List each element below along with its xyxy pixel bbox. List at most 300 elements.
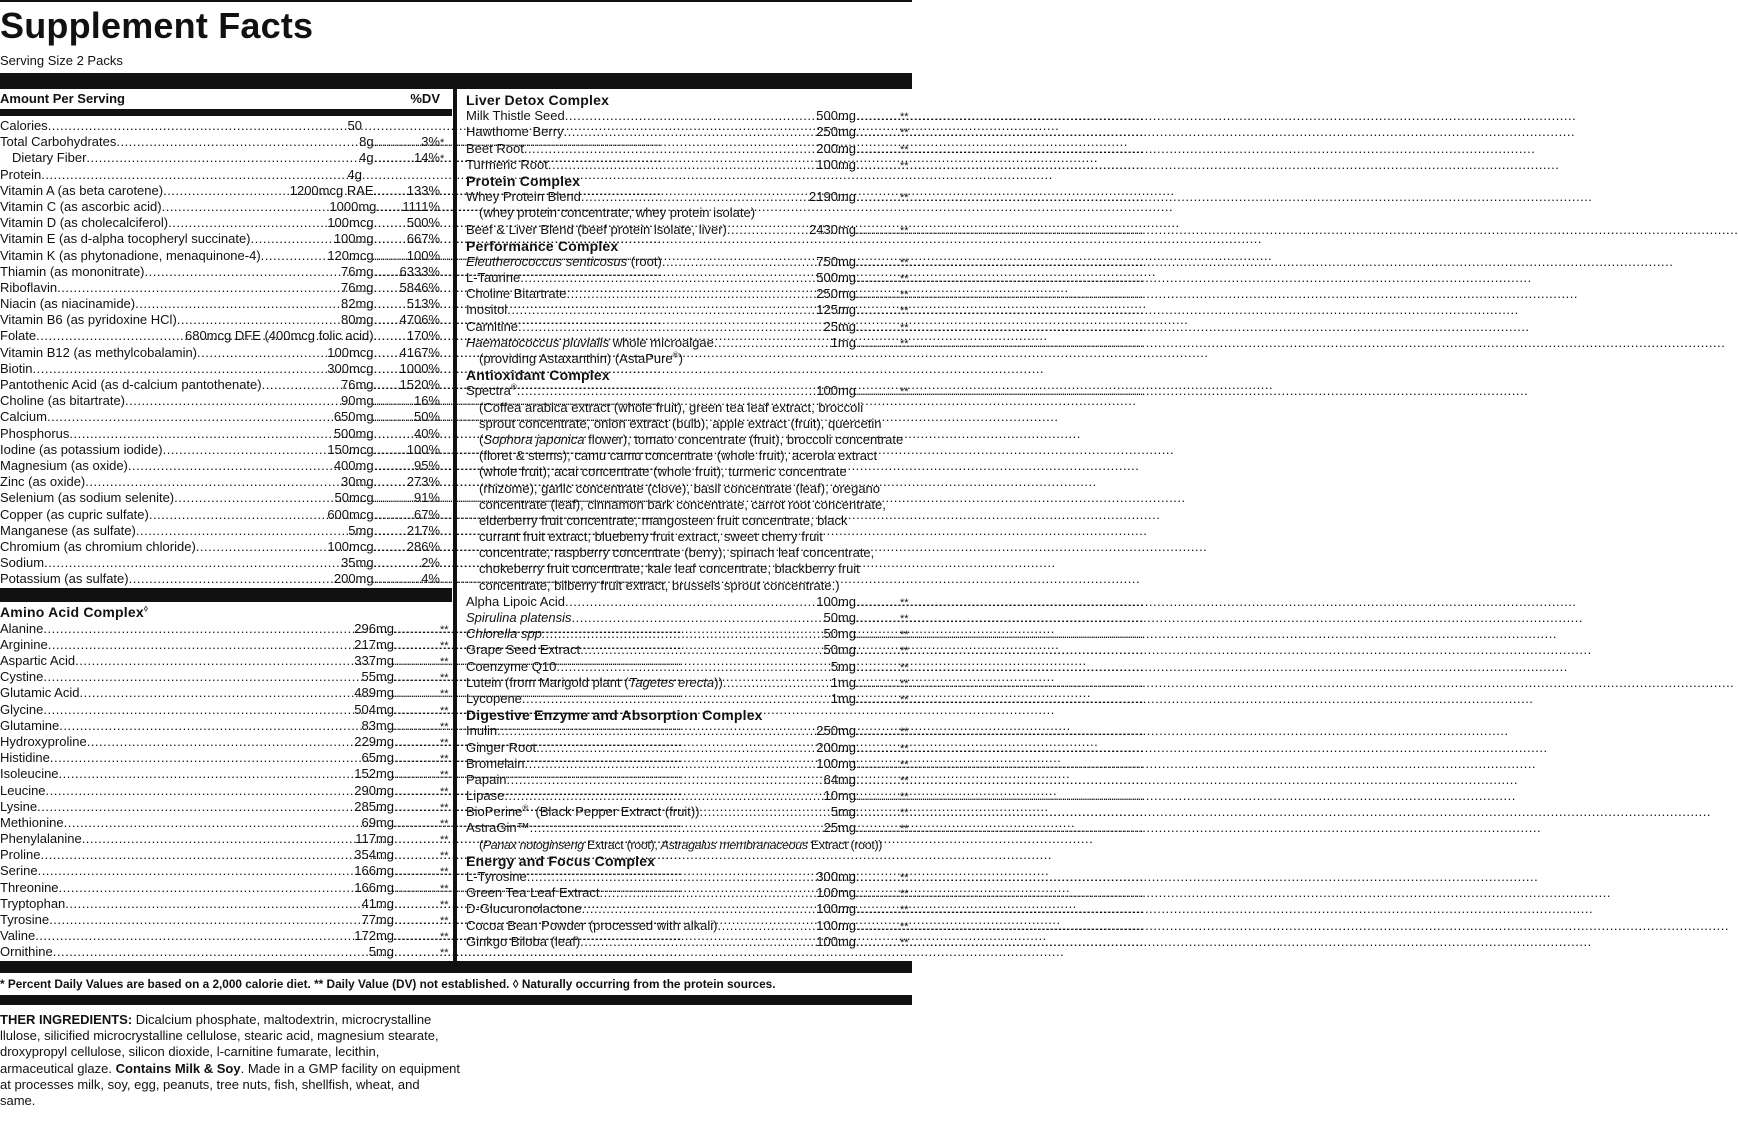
nutrient-row [0,118,452,134]
list-item: Whey Protein Blend ..... 2190mg ..... ** [466,189,912,205]
list-item [466,319,912,335]
item-name: Dietary Fiber [12,150,87,166]
list-item [466,756,912,772]
item-amount: 8g [359,134,374,150]
other-line-6: same. [0,1093,36,1109]
item-name: Proline [0,847,41,863]
item-dv: 4167% [399,344,440,360]
item-dv: ** [440,736,449,749]
item-name: Total Carbohydrates [0,134,117,150]
item-amount: 650mg [333,409,374,425]
digestive-list [466,723,912,804]
item-dv: ** [900,629,909,642]
nutrient-row [0,345,452,361]
item-amount: 337mg [354,653,394,668]
item-name: Aspartic Acid [0,653,76,668]
spectra-line: (floret & stems), camu camu concentrate (whole fruit), acerola extract [479,448,878,464]
item-amount: 5mg [830,658,856,674]
item-amount: 152mg [354,766,394,782]
item-dv: 95% [413,457,440,473]
amount-per-serving-label: Amount Per Serving [0,91,125,106]
item-dv: 4% [421,571,440,587]
list-item [466,108,912,124]
spectra-line: currant fruit extract, blueberry fruit extract, sweet cherry fruit [479,529,823,545]
item-dv: 3% [421,134,440,150]
nutrient-row [0,361,452,377]
footnote-block [0,961,912,1005]
item-name: Hawthorne Berry [466,124,564,140]
item-name: Folate [0,328,37,344]
item-dv: 91% [413,490,440,506]
nutrient-row [0,507,452,523]
item-amount: 125mg [816,302,856,318]
other-line-5: at processes milk, soy, egg, peanuts, tree nuts, fish, shellfish, wheat, and [0,1076,420,1092]
item-dv: 16% [413,393,440,409]
astapure-continuation: (providing Astaxanthin) (AstaPure®) [479,350,683,366]
item-dv: ** [440,947,449,960]
digestive-section-title: Digestive Enzyme and Absorption Complex [466,707,763,724]
nutrient-row [0,409,452,425]
item-name: Tyrosine [0,912,50,927]
item-dv: ** [440,915,449,927]
spectra-line: concentrate, raspberry concentrate (berry), spinach leaf concentrate, [479,545,875,561]
item-dv: 1000% [399,360,440,376]
item-dv: ** [440,801,449,814]
amino-row [0,653,452,669]
amino-row [0,799,452,815]
item-amount: 55mg [361,669,394,685]
item-dv: 667% [406,231,440,247]
item-amount: 4g [359,150,374,166]
item-dv: ** [900,159,909,172]
item-name: Protein [0,166,42,182]
item-amount: 229mg [354,733,394,749]
other-line-4: armaceutical glaze. Contains Milk & Soy. Made in a GMP facility on equipment [0,1060,461,1076]
item-dv: 50% [413,409,440,425]
item-amount: 50mg [823,642,856,658]
item-amount: 80mg [340,312,374,328]
item-amount: 82mg [341,296,374,312]
item-dv: ** [440,817,449,830]
list-item [466,594,912,610]
item-amount: 296mg [354,620,394,636]
footnote-bottom-bar [0,995,912,1005]
item-name: Riboflavin [0,279,58,295]
item-amount: 300mg [816,869,856,884]
item-amount: 50mcg [334,490,374,506]
protein-section-title: Protein Complex [466,172,581,189]
nutrient-row [0,167,452,183]
item-dv: ** [900,726,909,739]
list-item [466,772,912,788]
list-item [466,302,912,318]
item-name: Biotin [0,360,33,376]
nutrient-row [0,183,452,199]
item-amount: 100mcg [327,215,374,231]
amino-row [0,750,452,766]
item-amount: 504mg [354,701,394,717]
spectra-line: sprout concentrate, onion extract (bulb), apple extract (fruit), quercetin [479,415,882,431]
item-name: Ginger Root [466,739,537,755]
item-name: Tryptophan [0,895,66,911]
item-name: Spirulina platensis [466,610,572,625]
item-name: D-Glucuronolactone [466,901,582,917]
spectra-line: (Sophora japonica flower), tomato concentrate (fruit), broccoli concentrate [479,431,904,447]
item-name: Ornithine [0,944,53,960]
item-name: Calories [0,118,48,133]
item-amount: 100mcg [327,344,374,360]
item-dv: 170% [406,328,440,344]
antioxidant-list [466,594,912,675]
item-name: L-Tyrosine [466,869,527,884]
nutrient-row [0,555,452,571]
item-dv: ** [900,661,909,674]
item-dv: 100% [406,247,440,263]
list-item [466,286,912,302]
amino-row [0,669,452,685]
list-item [466,869,912,885]
item-amount: 50mg [823,610,856,625]
item-amount: 200mg [333,571,374,587]
item-name: Zinc (as oxide) [0,474,86,490]
item-amount: 100mg [816,156,856,172]
item-dv: ** [900,920,909,933]
item-dv: ** [900,791,909,804]
item-name: Ginkgo Biloba (leaf) [466,933,581,949]
item-name: Choline (as bitartrate) [0,393,125,409]
item-dv: ** [900,742,909,755]
item-name: Hydroxyproline [0,733,87,749]
item-name: Methionine [0,814,64,830]
list-item [466,934,912,950]
spectra-line: elderberry fruit concentrate, mangosteen fruit concentrate, black [479,512,848,528]
item-name: Inulin [466,723,498,739]
item-dv: ** [440,672,449,685]
item-name: Chromium (as chromium chloride) [0,538,196,554]
list-item: Lycopene ..... 1mg ..... ** [466,691,912,707]
item-dv: 217% [406,522,440,538]
list-item [466,141,912,157]
item-dv: ** [440,753,449,766]
item-amount: 250mg [816,723,856,739]
item-name: Cocoa Bean Powder (processed with alkali) [466,917,718,933]
list-item [466,740,912,756]
nutrient-row [0,393,452,409]
item-dv: ** [440,785,449,798]
item-name: Beet Root [466,140,524,156]
item-dv: 500% [406,215,440,231]
item-amount: 200mg [816,140,856,156]
item-amount: 90mg [341,393,374,409]
item-amount: 25mg [823,318,856,334]
amino-row [0,896,452,912]
item-dv: ** [900,111,909,124]
item-amount: 150mcg [327,441,374,457]
item-dv: ** [900,936,909,949]
item-dv: 5846% [399,279,440,295]
left-column [0,92,452,961]
item-amount: 65mg [361,750,394,766]
list-item: Beef & Liver Blend (beef protein isolate, liver) ..... 2430mg ..... ** [466,222,912,238]
nutrient-row [0,426,452,442]
item-name: Alpha Lipoic Acid [466,593,566,609]
nutrient-row [0,264,452,280]
list-item: Spectra® ..... 100mg ..... ** [466,383,912,399]
item-dv: 1520% [399,377,440,392]
item-dv-symbol: * [440,153,445,166]
item-name: Niacin (as niacinamide) [0,296,136,312]
item-name: Copper (as cupric sulfate) [0,506,149,522]
item-amount: 69mg [361,814,394,830]
item-dv: 4706% [399,312,440,328]
item-name: Lysine [0,798,38,814]
list-item [466,157,912,173]
item-dv: ** [900,596,909,609]
item-name: Chlorella spp. [466,626,546,642]
amino-separator [0,588,452,602]
serving-size: Serving Size 2 Packs [0,53,123,68]
item-amount: 1200mcg RAE [289,182,374,198]
item-amount: 217mg [354,636,394,652]
top-border [0,0,912,2]
amino-row [0,831,452,847]
item-amount: 1000mg [329,198,377,214]
amino-row [0,734,452,750]
other-line-3: droxypropyl cellulose, silicon dioxide, l-carnitine fumarate, lecithin, [0,1044,380,1060]
amino-row [0,912,452,928]
item-dv: ** [900,273,909,286]
liver-list [466,108,912,173]
antioxidant-section-title: Antioxidant Complex [466,367,610,384]
item-dv: ** [440,866,449,879]
list-item: Lutein (from Marigold plant (Tagetes erecta)) ..... 1mg ..... ** [466,675,912,691]
item-amount: 35mg [341,555,374,571]
item-amount: 120mcg [327,247,374,263]
item-name: Pantothenic Acid (as d-calcium pantothenate) [0,377,262,392]
nutrient-row [0,248,452,264]
amino-row [0,766,452,782]
item-dv: ** [900,645,909,658]
nutrient-row [0,523,452,539]
item-amount: 50mg [823,626,856,642]
item-dv: 6333% [399,263,440,279]
spectra-line: concentrate, bilberry fruit extract, brussels sprout concentrate.) [479,577,840,593]
item-dv: ** [900,321,909,334]
item-name: Inositol [466,302,508,318]
item-amount: 100mg [816,755,856,771]
list-item: Haematococcus pluvialis whole microalgae ..... 1mg ..... ** [466,335,912,351]
list-item: AstraGin™ ..... 25mg ..... ** [466,820,912,836]
item-dv: 1111% [402,198,440,214]
performance-list [466,270,912,335]
label-title: Supplement Facts [0,5,314,46]
item-name: Glycine [0,701,44,717]
item-dv: ** [440,704,449,717]
item-name: Turmeric Root [466,156,548,172]
item-amount: 83mg [361,717,394,733]
item-name: Alanine [0,620,44,636]
list-item [466,270,912,286]
item-name: L-Taurine [466,270,521,286]
item-name: Vitamin D (as cholecalciferol) [0,215,169,231]
item-name: Vitamin C (as ascorbic acid) [0,198,162,214]
other-line-2: llulose, silicified microcrystalline cellulose, stearic acid, magnesium stearate, [0,1028,439,1044]
list-item [466,610,912,626]
item-name: Vitamin B12 (as methylcobalamin) [0,344,198,360]
nutrient-row [0,150,452,166]
item-amount: 100mg [816,593,856,609]
spectra-ingredients [466,400,912,594]
item-dv: ** [900,127,909,140]
amino-row [0,928,452,944]
other-line-1: THER INGREDIENTS: Dicalcium phosphate, maltodextrin, microcrystalline [0,1012,432,1027]
nutrient-row [0,490,452,506]
top-thick-bar [0,73,912,89]
amino-row [0,944,452,960]
item-name: Vitamin A (as beta carotene) [0,182,164,198]
item-name: Coenzyme Q10 [466,658,557,674]
list-item: Eleutherococcus senticosus (root) ..... 750mg ..... ** [466,254,912,270]
item-dv: ** [440,639,449,652]
item-name: Milk Thistle Seed [466,108,565,124]
list-item [466,918,912,934]
item-amount: 250mg [816,286,856,302]
amino-row [0,880,452,896]
item-amount: 290mg [354,782,394,798]
item-amount: 200mg [816,739,856,755]
item-name: Valine [0,928,36,944]
item-dv: ** [440,656,449,668]
item-dv: 14% [413,150,440,166]
list-item [466,642,912,658]
amino-row [0,621,452,637]
item-dv: ** [440,882,449,895]
item-name: Phosphorus [0,425,70,441]
amino-list [0,621,452,961]
item-dv: 513% [406,296,440,312]
item-amount: 354mg [354,847,394,863]
item-amount: 50 [347,118,362,133]
item-name: Threonine [0,879,59,895]
item-name: Carnitine [466,318,519,334]
item-dv: ** [440,688,449,701]
item-amount: 117mg [355,831,394,847]
item-dv: ** [440,769,449,782]
item-amount: 166mg [354,879,394,895]
spectra-line: concentrate (leaf), cinnamon bark concentrate, carrot root concentrate, [479,496,886,512]
item-dv: 273% [406,474,440,490]
item-amount: 76mg [340,263,374,279]
item-amount: 5mg [368,944,394,960]
item-amount: 500mg [333,425,374,441]
item-dv: 100% [406,441,440,457]
energy-section-title: Energy and Focus Complex [466,852,656,869]
nutrient-row [0,134,452,150]
item-amount: 64mg [823,771,856,787]
item-name: Iodine (as potassium iodide) [0,441,163,457]
item-dv: ** [900,872,909,884]
performance-section-title: Performance Complex [466,237,619,254]
list-item [466,788,912,804]
item-name: Manganese (as sulfate) [0,522,136,538]
nutrient-row [0,474,452,490]
item-amount: 77mg [361,912,394,927]
item-dv: ** [440,931,449,944]
amino-row [0,702,452,718]
item-name: Cystine [0,669,44,685]
item-amount: 285mg [354,798,394,814]
item-name: Phenylalanine [0,831,82,847]
item-dv: ** [440,850,449,863]
item-dv: ** [900,758,909,771]
item-amount: 100mcg [327,538,374,554]
item-amount: 300mcg [327,360,374,376]
item-name: Serine [0,863,38,879]
item-dv: ** [900,613,909,625]
item-amount: 100mg [816,933,856,949]
amino-row [0,685,452,701]
amino-row [0,863,452,879]
amino-row [0,718,452,734]
item-name: Green Tea Leaf Extract [466,885,600,901]
liver-section-title: Liver Detox Complex [466,92,610,108]
item-amount: 76mg [340,279,374,295]
item-dv-symbol: * [440,137,445,150]
item-name: Choline Bitartrate [466,286,567,302]
amino-row [0,637,452,653]
spectra-line: chokeberry fruit concentrate, kale leaf concentrate, blackberry fruit [479,561,860,577]
nutrient-row [0,199,452,215]
amino-row [0,783,452,799]
item-amount: 500mg [816,108,856,124]
item-amount: 100mg [816,917,856,933]
item-dv: ** [440,720,449,733]
item-amount: 500mg [816,270,856,286]
item-amount: 400mg [333,457,374,473]
footnote-text: * Percent Daily Values are based on a 2,000 calorie diet. ** Daily Value (DV) not established. ◊ Naturally occurring from the protein sources. [0,977,776,991]
item-name: Vitamin K (as phytonadione, menaquinone-4) [0,247,261,263]
nutrient-row [0,377,452,393]
item-amount: 172mg [354,928,394,944]
item-dv: 133% [406,182,440,198]
item-name: Thiamin (as mononitrate) [0,263,145,279]
right-column [466,92,912,950]
amino-row [0,847,452,863]
amount-header [0,92,452,106]
item-name: Lipase [466,788,505,804]
item-amount: 600mcg [327,506,374,522]
nutrient-row [0,215,452,231]
item-name: Bromelain [466,755,525,771]
nutrient-row [0,328,452,344]
item-amount: 680mcg DFE (400mcg folic acid) [184,328,374,344]
item-dv: ** [900,774,909,787]
item-name: Selenium (as sodium selenite) [0,490,175,506]
item-name: Histidine [0,750,50,766]
list-item [466,124,912,140]
item-amount: 100mg [816,885,856,901]
nutrient-row [0,296,452,312]
item-name: Grape Seed Extract [466,642,581,658]
list-item [466,659,912,675]
item-dv: ** [440,623,449,636]
list-item [466,723,912,739]
item-amount: 76mg [340,377,374,392]
item-amount: 250mg [816,124,856,140]
item-dv: ** [900,305,909,318]
amino-row [0,815,452,831]
item-amount: 489mg [354,685,394,701]
